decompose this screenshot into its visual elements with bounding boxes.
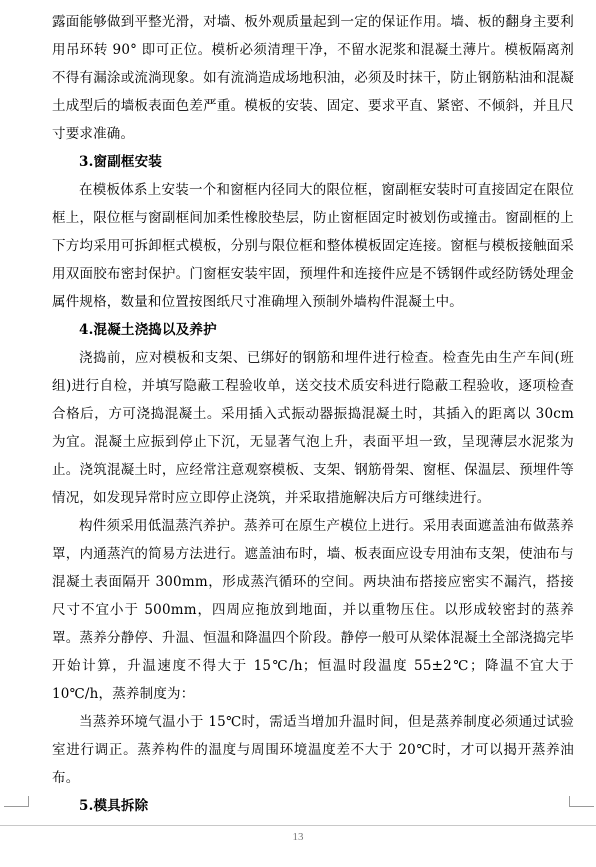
paragraph-curing-adjustment: 当蒸养环境气温小于 15℃时，需适当增加升温时间，但是蒸养制度必须通过试验室进行调正。蒸养构件的温度与周围环境温度差不大于 20℃时，才可以揭开蒸养油布。 xyxy=(52,714,574,786)
crop-mark-left-horizontal xyxy=(4,806,28,807)
paragraph-continuation: 露面能够做到平整光滑，对墙、板外观质量起到一定的保证作用。墙、板的翻身主要利用吊环转 90° 即可正位。模析必须清理干净，不留水泥浆和混凝土薄片。模板隔离剂不得有漏涂或流淌现象。如有流淌造成场地积油，必须及时抹干，防止钢筋粘油和混凝土成型后的墙板表面色差严重。模板的安装、固定、要求平直、紧密、不倾斜，并且尺寸要求准确。 xyxy=(52,14,574,142)
page-footer-divider xyxy=(0,825,596,826)
page-number: 13 xyxy=(292,831,304,843)
paragraph-window-frame: 在模板体系上安装一个和窗框内径同大的限位框，窗副框安装时可直接固定在限位框上，限位框与窗副框间加柔性橡胶垫层，防止窗框固定时被划伤或撞击。窗副框的上下方均采用可拆卸框式模板，分别与限位框和整体模板固定连接。窗框与模板接触面采用双面胶布密封保护。门窗框安装牢固，预埋件和连接件应是不锈钢件或经防锈处理金属件规格，数量和位置按图纸尺寸准确埋入预制外墙构件混凝土中。 xyxy=(52,182,574,310)
section-heading-formwork-removal: 5.模具拆除 xyxy=(79,798,149,814)
crop-mark-right-vertical xyxy=(569,796,570,807)
crop-mark-right-horizontal xyxy=(570,806,594,807)
document-body xyxy=(52,8,574,820)
paragraph-steam-curing: 构件须采用低温蒸汽养护。蒸养可在原生产模位上进行。采用表面遮盖油布做蒸养罩，内通蒸汽的简易方法进行。遮盖油布时，墙、板表面应设专用油布支架，使油布与混凝土表面隔开 300mm，形成蒸汽循环的空间。两块油布搭接应密实不漏汽，搭接尺寸不宜小于 500mm，四周应拖放到地面，并以重物压住。以形成较密封的蒸养罩。蒸养分静停、升温、恒温和降温四个阶段。静停一般可从梁体混凝土全部浇捣完毕开始计算，升温速度不得大于 15℃/h；恒温时段温度 55±2℃；降温不宜大于 10℃/h，蒸养制度为： xyxy=(52,518,574,702)
section-heading-concrete-pouring: 4.混凝土浇捣以及养护 xyxy=(79,322,217,338)
crop-mark-left-vertical xyxy=(28,796,29,807)
paragraph-concrete-pouring: 浇捣前，应对模板和支架、已绑好的钢筋和埋件进行检查。检查先由生产车间(班组)进行自检，并填写隐蔽工程验收单，送交技术质安科进行隐蔽工程验收，逐项检查合格后，方可浇捣混凝土。采用插入式振动器振捣混凝土时，其插入的距离以 30cm 为宜。混凝土应振到停止下沉，无显著气泡上升，表面平坦一致，呈现薄层水泥浆为止。浇筑混凝土时，应经常注意观察模板、支架、钢筋骨架、窗框、保温层、预埋件等情况，如发现异常时应立即停止浇筑，并采取措施解决后方可继续进行。 xyxy=(52,350,574,506)
section-heading-window-frame: 3.窗副框安装 xyxy=(79,154,162,170)
